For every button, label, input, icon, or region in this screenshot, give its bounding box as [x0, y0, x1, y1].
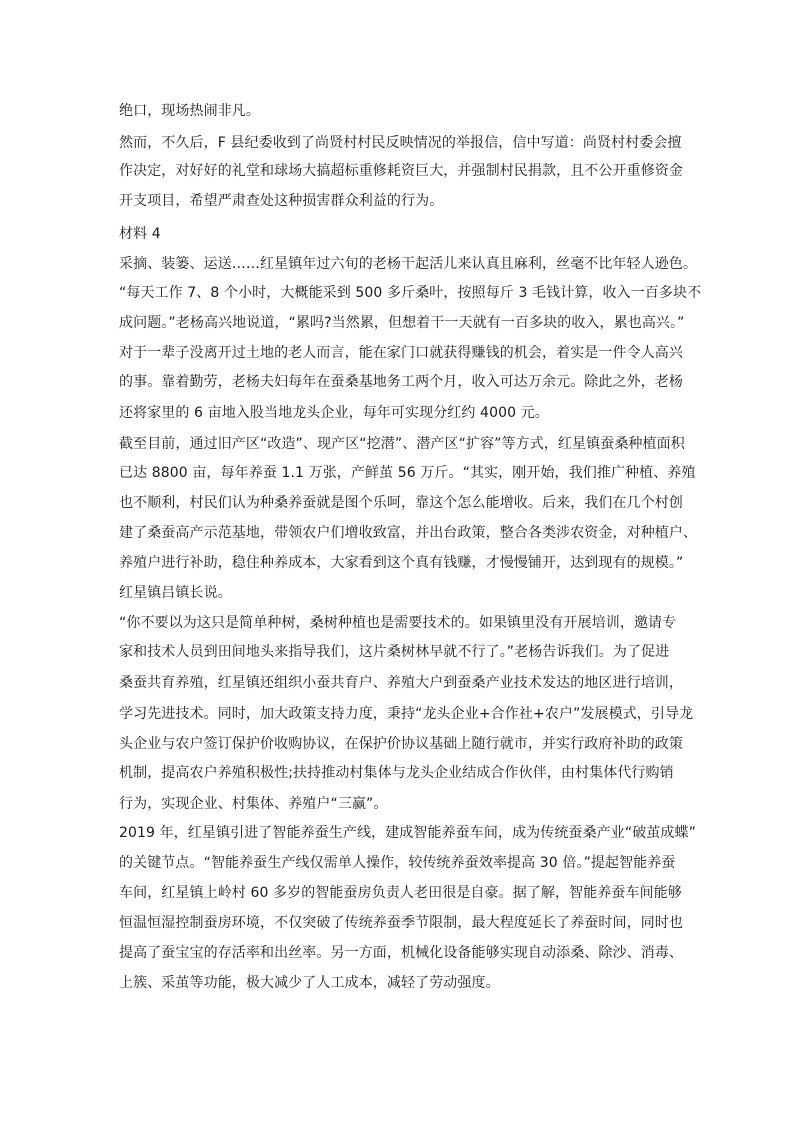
text-line: 已达 8800 亩，每年养蚕 1.1 万张，产鲜茧 56 万斤。“其实，刚开始，我们推广种植、养殖 [119, 465, 696, 481]
text-line: 也不顺利，村民们认为种桑养蚕就是图个乐呵，靠这个怎么能增收。后来，我们在几个村创 [119, 495, 683, 511]
text-line: 开支项目，希望严肃查处这种损害群众利益的行为。 [119, 193, 444, 209]
text-line: 绝口，现场热闹非凡。 [119, 103, 260, 119]
text-line: 采摘、装篓、运送……红星镇年过六旬的老杨干起活儿来认真且麻利，丝毫不比年轻人逊色。 [119, 256, 698, 272]
text-line: 的事。靠着勤劳，老杨夫妇每年在蚕桑基地务工两个月，收入可达万余元。除此之外，老杨 [119, 374, 683, 390]
text-line: 行为，实现企业、村集体、养殖户“三赢”。 [119, 796, 388, 812]
text-line: 养殖户进行补助，稳住种养成本，大家看到这个真有钱赚，才慢慢铺开，达到现有的规模。” [119, 555, 684, 571]
text-line: 建了桑蚕高产示范基地，带领农户们增收致富，并出台政策，整合各类涉农资金，对种植户、 [119, 525, 698, 541]
text-line: 2019 年，红星镇引进了智能养蚕生产线，建成智能养蚕车间，成为传统蚕桑产业“破茧成蝶” [119, 825, 696, 841]
text-line: 桑蚕共育养殖，红星镇还组织小蚕共育户、养殖大户到蚕桑产业技术发达的地区进行培训， [119, 675, 683, 691]
text-line: 然而，不久后，F 县纪委收到了尚贤村村民反映情况的举报信，信中写道：尚贤村村委会擅 [119, 135, 682, 151]
text-line: 红星镇吕镇长说。 [119, 585, 232, 601]
text-line: “你不要以为这只是简单种树，桑树种植也是需要技术的。如果镇里没有开展培训，邀请专 [119, 615, 677, 631]
section-heading: 材料 4 [119, 226, 161, 242]
text-line: 头企业与农户签订保护价收购协议，在保护价协议基础上随行就市，并实行政府补助的政策 [119, 736, 683, 752]
text-line: 家和技术人员到田间地头来指导我们，这片桑树林早就不行了。”老杨告诉我们。为了促进 [119, 644, 670, 660]
text-line: 机制，提高农户养殖积极性;扶持推动村集体与龙头企业结成合作伙伴，由村集体代行购销 [119, 765, 674, 781]
text-line: 成问题。”老杨高兴地说道，“累吗?当然累，但想着干一天就有一百多块的收入，累也高兴。” [119, 315, 685, 331]
text-line: 提高了蚕宝宝的存活率和出丝率。另一方面，机械化设备能够实现自动添桑、除沙、消毒、 [119, 945, 683, 961]
text-line: 学习先进技术。同时，加大政策支持力度，秉持“龙头企业+合作社+农户”发展模式，引导龙 [119, 706, 694, 722]
text-line: 截至目前，通过旧产区“改造”、现产区“挖潜”、潜产区“扩容”等方式，红星镇蚕桑种植面积 [119, 436, 685, 452]
text-line: 恒温恒湿控制蚕房环境，不仅突破了传统养蚕季节限制，最大程度延长了养蚕时间，同时也 [119, 915, 683, 931]
text-line: 还将家里的 6 亩地入股当地龙头企业，每年可实现分红约 4000 元。 [119, 405, 549, 421]
text-line: 对于一辈子没离开过土地的老人而言，能在家门口就获得赚钱的机会，着实是一件令人高兴 [119, 345, 683, 361]
text-line: 上簇、采茧等功能，极大减少了人工成本，减轻了劳动强度。 [119, 975, 500, 991]
text-line: 作决定，对好好的礼堂和球场大搞超标重修耗资巨大，并强制村民捐款，且不公开重修资金 [119, 163, 683, 179]
text-line: 车间，红星镇上岭村 60 多岁的智能蚕房负责人老田很是自豪。据了解，智能养蚕车间能够 [119, 885, 682, 901]
text-line: “每天工作 7、8 个小时，大概能采到 500 多斤桑叶，按照每斤 3 毛钱计算，收入一百多块不 [119, 285, 702, 301]
text-line: 的关键节点。“智能养蚕生产线仅需单人操作，较传统养蚕效率提高 30 倍。”提起智能养蚕 [119, 855, 676, 871]
